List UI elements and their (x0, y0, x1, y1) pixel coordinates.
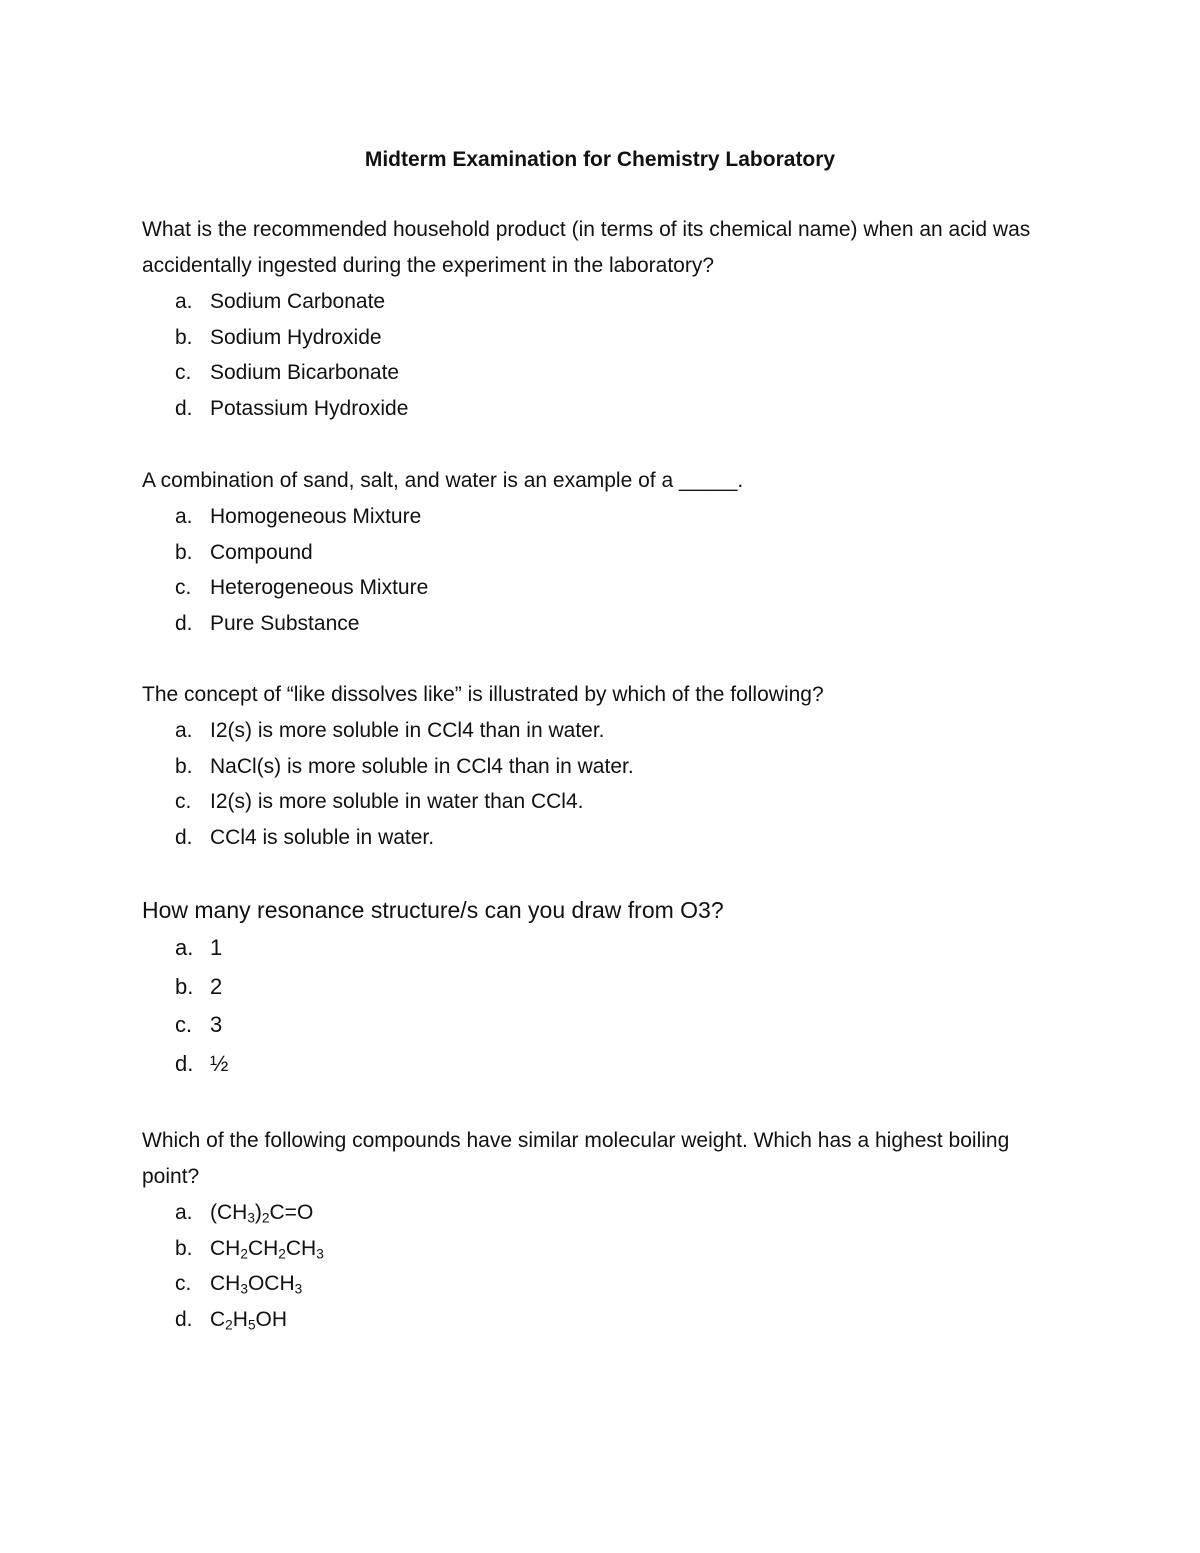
question-4 (142, 891, 1062, 1083)
option-letter: a. (175, 505, 193, 528)
option-text: NaCl(s) is more soluble in CCl4 than in water. (210, 754, 634, 778)
option-2d (142, 606, 1062, 642)
option-2b (142, 535, 1062, 571)
option-letter: a. (175, 290, 193, 313)
option-4c (142, 1006, 1062, 1045)
question-2 (142, 463, 1062, 641)
formula-text: (CH (210, 1201, 248, 1224)
option-1b (142, 320, 1062, 356)
option-text: Sodium Bicarbonate (210, 361, 400, 384)
formula-subscript: 5 (247, 1316, 256, 1332)
formula-text: C (210, 1307, 226, 1331)
option-text: 3 (210, 1012, 223, 1037)
option-letter: d. (175, 1050, 194, 1076)
formula-subscript: 2 (225, 1316, 233, 1332)
question-3-text: The concept of “like dissolves like” is illustrated by which of the following? (142, 683, 824, 706)
formula-text: H (232, 1307, 248, 1331)
option-letter: c. (175, 361, 192, 384)
option-letter: d. (175, 611, 193, 635)
question-5-text: Which of the following compounds have similar molecular weight. Which has a highest boiling point? (142, 1129, 1010, 1188)
chemical-formula (210, 1195, 313, 1231)
option-4d (142, 1045, 1062, 1084)
question-4-options (142, 929, 1062, 1083)
question-1 (142, 212, 1062, 426)
page-title: Midterm Examination for Chemistry Laboratory (364, 148, 836, 171)
option-text: CCl4 is soluble in water. (210, 825, 435, 849)
formula-text: CH (247, 1236, 279, 1260)
option-letter: b. (175, 754, 193, 778)
question-1-text: What is the recommended household product (in terms of its chemical name) when an acid was accidentally ingested during the experiment in the laboratory? (142, 218, 1031, 277)
chemical-formula (210, 1266, 302, 1302)
option-text: Pure Substance (210, 611, 360, 635)
option-3d (142, 820, 1062, 856)
option-text: Potassium Hydroxide (210, 396, 409, 420)
option-3c (142, 784, 1062, 820)
option-5c (142, 1266, 1062, 1302)
option-text: Sodium Carbonate (210, 290, 386, 313)
chemical-formula (210, 1231, 324, 1267)
option-text: I2(s) is more soluble in CCl4 than in water. (210, 719, 605, 742)
chemical-formula (210, 1302, 287, 1338)
option-text: 1 (210, 935, 223, 960)
option-letter: a. (175, 935, 194, 960)
option-1a (142, 284, 1062, 320)
option-3b (142, 749, 1062, 785)
option-letter: a. (175, 1201, 193, 1224)
formula-text: CH (285, 1236, 317, 1260)
option-letter: c. (175, 1012, 193, 1037)
question-5 (142, 1123, 1062, 1337)
formula-text: CH (210, 1236, 241, 1260)
question-3-options (142, 713, 1062, 855)
formula-text: OH (255, 1307, 288, 1331)
option-2c (142, 570, 1062, 606)
option-2a (142, 499, 1062, 535)
option-text: Homogeneous Mixture (210, 505, 422, 528)
question-1-options (142, 284, 1062, 426)
option-text: Compound (210, 540, 313, 564)
option-letter: b. (175, 325, 193, 349)
formula-subscript: 3 (240, 1281, 248, 1297)
option-text: 2 (210, 973, 223, 999)
option-text: Sodium Hydroxide (210, 325, 382, 349)
option-letter: d. (175, 825, 193, 849)
formula-text: OCH (247, 1272, 295, 1295)
option-letter: b. (175, 540, 193, 564)
option-3a (142, 713, 1062, 749)
option-letter: c. (175, 576, 192, 599)
option-letter: d. (175, 1307, 193, 1331)
option-5a (142, 1195, 1062, 1231)
option-letter: b. (175, 973, 194, 999)
formula-text: CH (210, 1272, 241, 1295)
formula-subscript: 2 (261, 1210, 270, 1226)
option-text: ½ (210, 1050, 229, 1076)
option-text: I2(s) is more soluble in water than CCl4. (210, 790, 584, 813)
question-5-options (142, 1195, 1062, 1337)
option-letter: c. (175, 790, 192, 813)
option-letter: a. (175, 719, 193, 742)
option-1c (142, 355, 1062, 391)
formula-subscript: 3 (294, 1281, 303, 1297)
option-letter: c. (175, 1272, 192, 1295)
option-1d (142, 391, 1062, 427)
formula-subscript: 2 (278, 1245, 286, 1261)
formula-subscript: 3 (247, 1210, 255, 1226)
option-4b (142, 968, 1062, 1007)
option-text: Heterogeneous Mixture (210, 576, 429, 599)
option-letter: b. (175, 1236, 193, 1260)
option-4a (142, 929, 1062, 968)
question-2-options (142, 499, 1062, 641)
question-4-text: How many resonance structure/s can you draw from O3? (142, 897, 724, 923)
option-5d (142, 1302, 1062, 1338)
formula-text: ) (254, 1201, 262, 1224)
formula-text: C=O (269, 1201, 314, 1224)
formula-subscript: 3 (316, 1245, 324, 1261)
question-3 (142, 677, 1062, 855)
question-2-text: A combination of sand, salt, and water is an example of a _____. (142, 469, 744, 492)
option-letter: d. (175, 396, 193, 420)
formula-subscript: 2 (240, 1245, 248, 1261)
option-5b (142, 1231, 1062, 1267)
